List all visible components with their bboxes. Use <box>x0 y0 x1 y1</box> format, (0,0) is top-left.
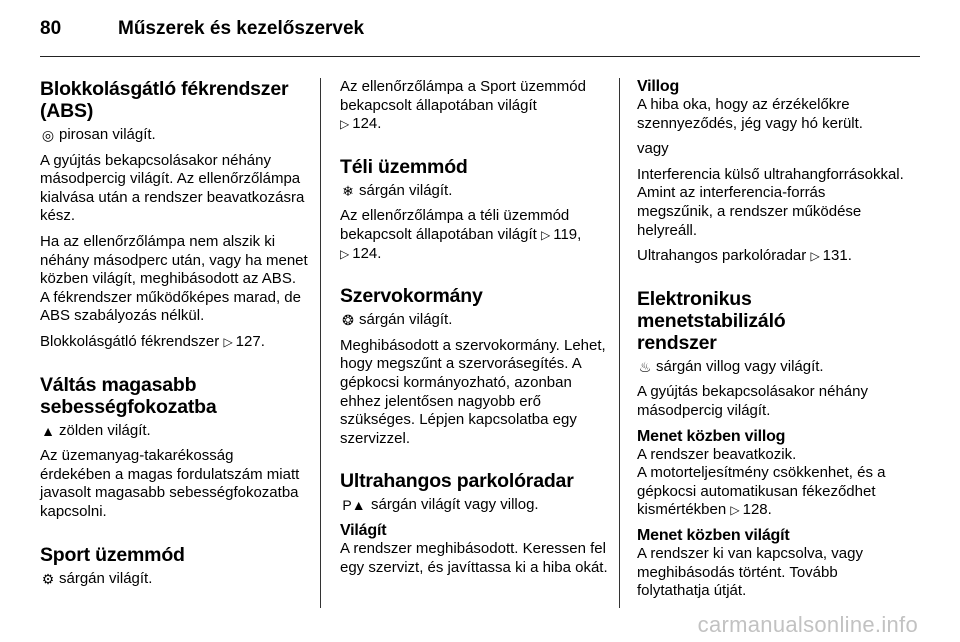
flash-section <box>637 78 905 266</box>
skidding-car-icon: ♨ <box>638 358 652 375</box>
esc-section <box>637 288 905 601</box>
upshift-section <box>40 374 308 522</box>
page-header <box>40 14 920 44</box>
triangle-reference-icon: ▷ <box>810 249 820 264</box>
winter-section <box>340 156 608 263</box>
upshift-heading: Váltás magasabb sebességfokozatba <box>40 373 217 418</box>
sport-indicator: ⚙ sárgán világít. <box>41 569 153 587</box>
abs-paragraph-2: Ha az ellenőrzőlámpa nem alszik ki néhány másodperc után, vagy ha menet közben világít, meghibásodott az ABS. A fékrendszer működőképes marad, de ABS szabályozás nélkül. <box>40 232 308 325</box>
column-2 <box>340 78 608 584</box>
triangle-reference-icon: ▷ <box>223 334 233 349</box>
abs-heading: Blokkolásgátló fékrendszer (ABS) <box>40 78 289 122</box>
sport-heading: Sport üzemmód <box>40 543 185 566</box>
upshift-paragraph: Az üzemanyag-takarékosság érdekében a magas fordulatszám miatt javasolt magasabb sebességfokozatba kapcsolni. <box>40 447 300 520</box>
triangle-reference-icon: ▷ <box>730 503 740 518</box>
steering-section <box>340 285 608 448</box>
abs-paragraph-1: A gyújtás bekapcsolásakor néhány másodpercig világít. Az ellenőrzőlámpa kialvása után a rendszer beavatkozásra kész. <box>40 151 305 225</box>
drive-flash-paragraph: A rendszer beavatkozik. A motorteljesítmény csökkenhet, és a gépkocsi automatikusan fékeződhet kismértékben ▷ 128. <box>637 445 886 519</box>
steering-wheel-icon: ❂ <box>342 312 354 329</box>
drive-lit-paragraph: A rendszer ki van kapcsolva, vagy meghibásodás történt. Tovább folytathatja útját. <box>637 544 863 600</box>
sport-section <box>40 544 308 589</box>
triangle-reference-icon: ▷ <box>340 246 350 261</box>
lit-heading: Világít <box>340 521 387 539</box>
column-3 <box>637 78 905 608</box>
parking-reference: Ultrahangos parkolóradar ▷ 131. <box>637 247 852 265</box>
sport-paragraph: Az ellenőrzőlámpa a Sport üzemmód bekapcsolt állapotában világít ▷ 124. <box>340 78 586 133</box>
parking-sensor-icon: P▲ <box>342 497 366 514</box>
snowflake-icon: ❄ <box>342 182 354 199</box>
abs-section <box>40 78 308 352</box>
esc-indicator: ♨ sárgán villog vagy világít. <box>638 357 824 375</box>
abs-indicator: ◎ pirosan világít. <box>41 126 156 143</box>
upshift-arrow-icon: ▲ <box>41 422 55 439</box>
steering-paragraph: Meghibásodott a szervokormány. Lehet, hogy megszűnt a szervorásegítés. A gépkocsi kormányozható, azonban ehhez jelentősen nagyobb erő szükséges. Lépjen kapcsolatba egy szervizzel. <box>340 336 606 447</box>
triangle-reference-icon: ▷ <box>540 227 551 242</box>
esc-paragraph: A gyújtás bekapcsolásakor néhány másodpercig világít. <box>637 383 868 419</box>
flash-heading: Villog <box>637 78 680 95</box>
lit-paragraph: A rendszer meghibásodott. Keressen fel egy szervizt, és javíttassa ki a hiba okát. <box>340 539 608 576</box>
watermark: carmanualsonline.info <box>697 612 918 637</box>
winter-paragraph: Az ellenőrzőlámpa a téli üzemmód bekapcsolt állapotában világít ▷ 119, ▷ 124. <box>340 207 582 262</box>
flash-paragraph-2: Interferencia külső ultrahangforrásokkal. Amint az interferencia-forrás megszűnik, a rendszer működése helyreáll. <box>637 165 904 239</box>
drive-flash-heading: Menet közben villog <box>637 427 786 445</box>
parking-section <box>340 470 608 577</box>
parking-indicator: P▲ sárgán világít vagy villog. <box>340 496 608 515</box>
winter-heading: Téli üzemmód <box>340 155 468 178</box>
flash-paragraph-1: A hiba oka, hogy az érzékelőkre szennyeződés, jég vagy hó került. <box>637 96 863 132</box>
page-number: 80 <box>40 18 62 39</box>
page-title: Műszerek és kezelőszervek <box>118 18 365 39</box>
column-1 <box>40 78 308 610</box>
steering-heading: Szervokormány <box>340 285 483 308</box>
steering-indicator: ❂ sárgán világít. <box>340 311 608 330</box>
triangle-reference-icon: ▷ <box>340 117 350 132</box>
upshift-indicator: ▲ zölden világít. <box>41 421 151 439</box>
parking-heading: Ultrahangos parkolóradar <box>340 470 574 493</box>
winter-indicator: ❄ sárgán világít. <box>340 182 608 201</box>
column-divider-2 <box>619 78 620 608</box>
column-divider-1 <box>320 78 321 608</box>
sport-mode-icon: ⚙ <box>41 570 55 587</box>
drive-lit-heading: Menet közben világít <box>637 526 790 544</box>
abs-warning-icon: ◎ <box>41 127 55 143</box>
esc-heading: Elektronikus menetstabilizáló rendszer <box>637 287 786 354</box>
sport-continued <box>340 78 608 134</box>
abs-reference: Blokkolásgátló fékrendszer ▷ 127. <box>40 332 265 350</box>
flash-or: vagy <box>637 140 669 158</box>
header-divider <box>40 56 920 57</box>
